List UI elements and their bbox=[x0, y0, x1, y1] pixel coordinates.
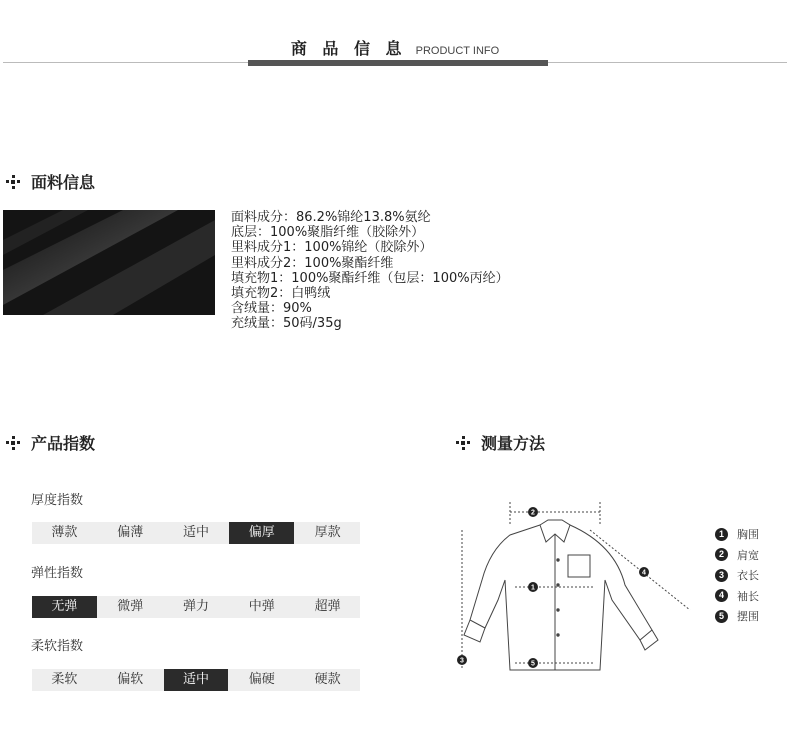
scale-option: 偏薄 bbox=[117, 525, 144, 540]
scale-option: 超弹 bbox=[314, 599, 341, 614]
legend-item bbox=[715, 524, 759, 545]
softness-index-label: 柔软指数 bbox=[31, 639, 84, 654]
svg-text:1: 1 bbox=[531, 584, 535, 592]
header-title bbox=[0, 36, 790, 59]
scale-option: 薄款 bbox=[51, 525, 78, 540]
legend-number: 2 bbox=[715, 548, 728, 561]
fabric-info-line: 含绒量：90% bbox=[231, 301, 312, 317]
fabric-section-title-text: 面料信息 bbox=[31, 173, 96, 192]
scale-option: 偏软 bbox=[117, 672, 144, 687]
scale-option: 适中 bbox=[182, 525, 209, 540]
svg-text:2: 2 bbox=[531, 509, 535, 517]
header-title-en: PRODUCT INFO bbox=[415, 45, 500, 57]
svg-text:5: 5 bbox=[531, 660, 535, 668]
scale-option: 柔软 bbox=[51, 672, 78, 687]
scale-option: 偏硬 bbox=[248, 672, 275, 687]
fabric-info-line: 填充物2：白鸭绒 bbox=[231, 285, 331, 301]
scale-option: 适中 bbox=[164, 669, 229, 691]
scale-option: 硬款 bbox=[314, 672, 341, 687]
shirt-diagram-icon bbox=[440, 490, 710, 690]
legend-label: 衣长 bbox=[737, 569, 759, 583]
legend-number: 1 bbox=[715, 528, 728, 541]
legend-number: 3 bbox=[715, 569, 728, 582]
legend-item bbox=[715, 545, 759, 566]
elasticity-scale bbox=[32, 596, 360, 618]
svg-text:3: 3 bbox=[460, 657, 464, 665]
four-dot-diamond-icon bbox=[5, 435, 21, 451]
legend-label: 袖长 bbox=[737, 589, 759, 603]
scale-option: 厚款 bbox=[314, 525, 341, 540]
fabric-info-line: 里料成分2：100%聚酯纤维 bbox=[231, 255, 394, 271]
thickness-scale bbox=[32, 522, 360, 544]
fabric-info-line: 充绒量：50码/35g bbox=[231, 316, 342, 332]
fabric-info-line: 底层：100%聚脂纤维（胶除外） bbox=[231, 225, 425, 241]
legend-label: 肩宽 bbox=[737, 548, 759, 562]
legend-number: 5 bbox=[715, 610, 728, 623]
scale-option: 偏厚 bbox=[229, 522, 294, 544]
header-title-cn: 商 品 信 息 bbox=[290, 39, 407, 58]
fabric-info-list bbox=[231, 210, 509, 332]
fabric-section-title bbox=[5, 170, 95, 193]
legend-item bbox=[715, 565, 759, 586]
legend-item bbox=[715, 586, 759, 607]
scale-option: 无弹 bbox=[32, 596, 97, 618]
measure-legend bbox=[715, 524, 759, 627]
fabric-info-line: 面料成分：86.2%锦纶13.8%氨纶 bbox=[231, 210, 431, 225]
measure-section-title-text: 测量方法 bbox=[481, 434, 546, 453]
svg-text:4: 4 bbox=[642, 569, 646, 577]
scale-option: 中弹 bbox=[248, 599, 275, 614]
product-info-header bbox=[0, 30, 790, 70]
legend-number: 4 bbox=[715, 589, 728, 602]
scale-option: 微弹 bbox=[117, 599, 144, 614]
fabric-swatch-image bbox=[3, 210, 215, 315]
four-dot-diamond-icon bbox=[455, 435, 471, 451]
thickness-index-label: 厚度指数 bbox=[31, 493, 84, 508]
legend-label: 摆围 bbox=[737, 610, 759, 624]
legend-item bbox=[715, 606, 759, 627]
softness-scale bbox=[32, 669, 360, 691]
fabric-info-line: 里料成分1：100%锦纶（胶除外） bbox=[231, 240, 433, 256]
header-accent-bar bbox=[248, 60, 548, 66]
measure-section-title bbox=[455, 431, 545, 454]
four-dot-diamond-icon bbox=[5, 174, 21, 190]
product-index-title bbox=[5, 431, 95, 454]
product-index-title-text: 产品指数 bbox=[31, 434, 96, 453]
scale-option: 弹力 bbox=[182, 599, 209, 614]
elasticity-index-label: 弹性指数 bbox=[31, 566, 84, 581]
fabric-info-line: 填充物1：100%聚酯纤维（包层：100%丙纶） bbox=[231, 270, 509, 286]
legend-label: 胸围 bbox=[737, 528, 759, 542]
